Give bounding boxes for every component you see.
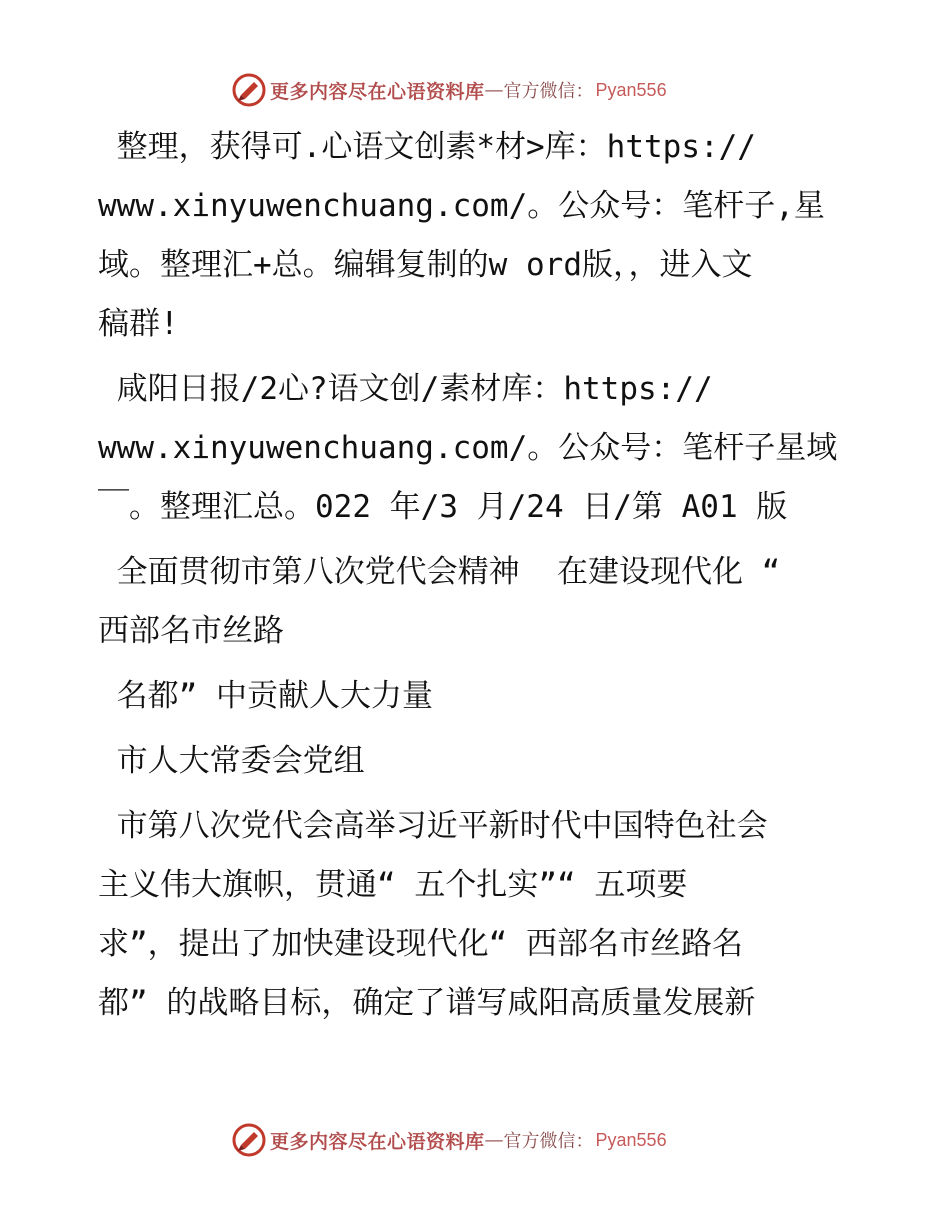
document-body [98, 118, 858, 1039]
paragraph-4: 名都” 中贡献人大力量 [98, 678, 433, 714]
paragraph-1: 整理，获得可.心语文创素*材>库：https:// www.xinyuwenchuang.com/。公众号：笔杆子,星 域。整理汇+总。编辑复制的w ord版，，进入文 稿群! [98, 129, 825, 342]
logo-icon [232, 1123, 266, 1157]
header-banner [232, 72, 732, 108]
banner-wechat-label: 官方微信： [503, 81, 594, 102]
banner-title: 更多内容尽在心语资料库 [270, 1130, 485, 1153]
footer-banner [232, 1122, 732, 1158]
paragraph-6: 市第八次党代会高举习近平新时代中国特色社会 主义伟大旗帜，贯通“ 五个扎实”“ 五项要 求”，提出了加快建设现代化“ 西部名市丝路名 都” 的战略目标，确定了谱写咸阳高质量发展新 [98, 808, 768, 1021]
paragraph-2: 咸阳日报/2心?语文创/素材库：https:// www.xinyuwenchuang.com/。公众号：笔杆子星域 ￣。整理汇总。022 年/3 月/24 日/第 A01 版 [98, 371, 838, 525]
banner-dash: — [484, 79, 504, 101]
paragraph-3: 全面贯彻市第八次党代会精神 在建设现代化 “ 西部名市丝路 [98, 554, 781, 649]
banner-wechat-id: Pyan556 [595, 79, 667, 100]
banner-title: 更多内容尽在心语资料库 [270, 80, 485, 103]
banner-dash: — [484, 1129, 504, 1151]
banner-wechat-label: 官方微信： [503, 1131, 594, 1152]
paragraph-5: 市人大常委会党组 [98, 743, 365, 779]
logo-icon [232, 73, 266, 107]
banner-wechat-id: Pyan556 [595, 1129, 667, 1150]
